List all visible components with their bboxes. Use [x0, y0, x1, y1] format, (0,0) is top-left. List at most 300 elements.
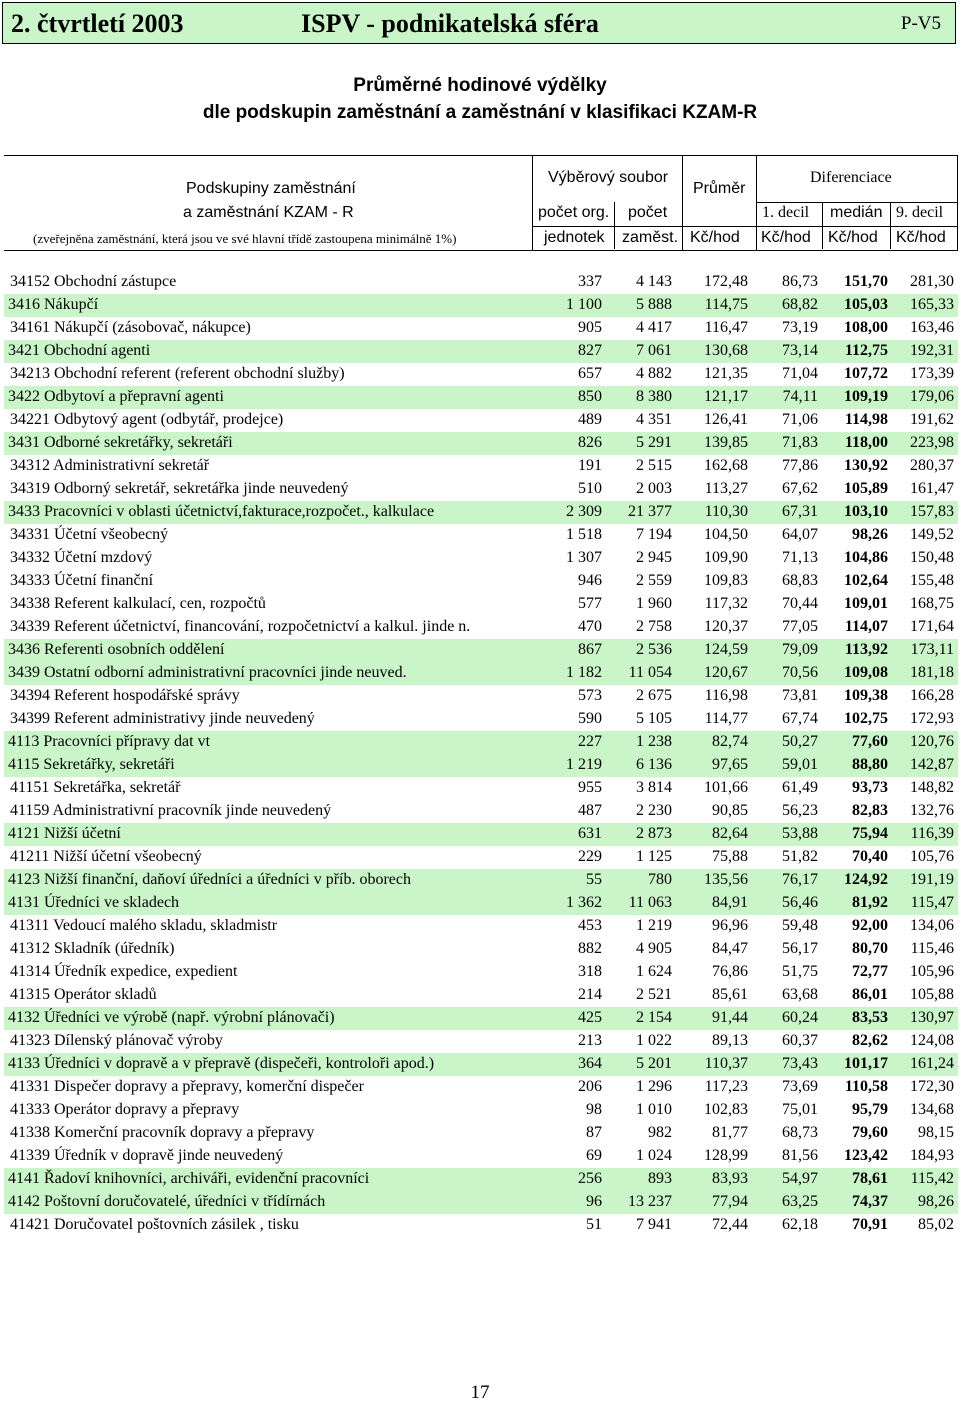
employee-count: 982	[648, 1124, 672, 1141]
table-row	[4, 1007, 958, 1030]
decile1-wage: 59,01	[782, 756, 818, 773]
header-decile9-unit: Kč/hod	[896, 229, 946, 246]
decile9-wage: 161,24	[910, 1055, 954, 1072]
decile1-wage: 81,56	[782, 1147, 818, 1164]
median-wage: 95,79	[852, 1101, 888, 1118]
org-count: 590	[578, 710, 602, 727]
org-count: 453	[578, 917, 602, 934]
decile9-wage: 155,48	[910, 572, 954, 589]
employee-count: 1 296	[636, 1078, 672, 1095]
decile9-wage: 191,62	[910, 411, 954, 428]
decile1-wage: 73,19	[782, 319, 818, 336]
table-row	[4, 570, 958, 593]
decile9-wage: 98,26	[918, 1193, 954, 1210]
org-count: 1 307	[566, 549, 602, 566]
decile1-wage: 73,43	[782, 1055, 818, 1072]
table-row	[4, 478, 958, 501]
decile9-wage: 172,30	[910, 1078, 954, 1095]
decile1-wage: 71,13	[782, 549, 818, 566]
header-mean-unit: Kč/hod	[690, 229, 740, 246]
decile9-wage: 85,02	[918, 1216, 954, 1233]
org-count: 213	[578, 1032, 602, 1049]
decile9-wage: 280,37	[910, 457, 954, 474]
occupation-name: 41323 Dílenský plánovač výroby	[10, 1032, 223, 1049]
decile1-wage: 62,18	[782, 1216, 818, 1233]
decile1-wage: 86,73	[782, 273, 818, 290]
median-wage: 79,60	[852, 1124, 888, 1141]
mean-wage: 81,77	[712, 1124, 748, 1141]
occupation-name: 4115 Sekretářky, sekretáři	[8, 756, 175, 773]
employee-count: 11 063	[628, 894, 672, 911]
table-row	[4, 1053, 958, 1076]
org-count: 214	[578, 986, 602, 1003]
occupation-name: 3422 Odbytoví a přepravní agenti	[8, 388, 224, 405]
employee-count: 13 237	[628, 1193, 672, 1210]
table-row	[4, 662, 958, 685]
employee-count: 7 061	[636, 342, 672, 359]
header-orgs-line1: počet org.	[538, 204, 610, 221]
decile1-wage: 71,04	[782, 365, 818, 382]
org-count: 850	[578, 388, 602, 405]
median-wage: 109,38	[844, 687, 888, 704]
table-row	[4, 317, 958, 340]
occupation-name: 4123 Nižší finanční, daňoví úředníci a úředníci v příb. oborech	[8, 871, 411, 888]
header-rule	[756, 202, 957, 203]
median-wage: 70,40	[852, 848, 888, 865]
employee-count: 2 758	[636, 618, 672, 635]
decile9-wage: 150,48	[910, 549, 954, 566]
mean-wage: 130,68	[704, 342, 748, 359]
mean-wage: 82,64	[712, 825, 748, 842]
employee-count: 5 201	[636, 1055, 672, 1072]
mean-wage: 120,67	[704, 664, 748, 681]
header-median-unit: Kč/hod	[828, 229, 878, 246]
org-count: 905	[578, 319, 602, 336]
decile9-wage: 191,19	[910, 871, 954, 888]
decile1-wage: 68,83	[782, 572, 818, 589]
mean-wage: 97,65	[712, 756, 748, 773]
median-wage: 109,01	[844, 595, 888, 612]
decile1-wage: 77,05	[782, 618, 818, 635]
header-divider	[957, 156, 958, 250]
occupation-name: 4113 Pracovníci přípravy dat vt	[8, 733, 211, 750]
header-rule	[532, 226, 957, 227]
decile9-wage: 171,64	[910, 618, 954, 635]
org-count: 955	[578, 779, 602, 796]
table-row	[4, 731, 958, 754]
table-row	[4, 754, 958, 777]
decile1-wage: 76,17	[782, 871, 818, 888]
decile1-wage: 59,48	[782, 917, 818, 934]
decile1-wage: 51,82	[782, 848, 818, 865]
employee-count: 2 154	[636, 1009, 672, 1026]
employee-count: 4 417	[636, 319, 672, 336]
decile1-wage: 53,88	[782, 825, 818, 842]
median-wage: 112,75	[844, 342, 888, 359]
mean-wage: 120,37	[704, 618, 748, 635]
header-decile9: 9. decil	[896, 204, 944, 221]
employee-count: 2 003	[636, 480, 672, 497]
occupation-name: 34161 Nákupčí (zásobovač, nákupce)	[10, 319, 251, 336]
header-subdivider	[890, 202, 891, 249]
median-wage: 114,07	[844, 618, 888, 635]
median-wage: 98,26	[852, 526, 888, 543]
decile1-wage: 67,74	[782, 710, 818, 727]
employee-count: 2 515	[636, 457, 672, 474]
decile1-wage: 71,06	[782, 411, 818, 428]
org-count: 87	[586, 1124, 602, 1141]
occupation-name: 41421 Doručovatel poštovních zásilek , tisku	[10, 1216, 299, 1233]
mean-wage: 84,91	[712, 894, 748, 911]
decile9-wage: 130,97	[910, 1009, 954, 1026]
decile1-wage: 68,82	[782, 296, 818, 313]
median-wage: 80,70	[852, 940, 888, 957]
decile1-wage: 51,75	[782, 963, 818, 980]
decile9-wage: 142,87	[910, 756, 954, 773]
employee-count: 893	[648, 1170, 672, 1187]
occupation-name: 3421 Obchodní agenti	[8, 342, 151, 359]
employee-count: 7 941	[636, 1216, 672, 1233]
decile9-wage: 173,39	[910, 365, 954, 382]
mean-wage: 102,83	[704, 1101, 748, 1118]
median-wage: 107,72	[844, 365, 888, 382]
median-wage: 103,10	[844, 503, 888, 520]
page-subtitle: dle podskupin zaměstnání a zaměstnání v klasifikaci KZAM-R	[202, 102, 758, 123]
employee-count: 1 022	[636, 1032, 672, 1049]
table-row	[4, 409, 958, 432]
median-wage: 108,00	[844, 319, 888, 336]
employee-count: 2 945	[636, 549, 672, 566]
table-row	[4, 685, 958, 708]
median-wage: 78,61	[852, 1170, 888, 1187]
decile9-wage: 105,96	[910, 963, 954, 980]
table-row	[4, 708, 958, 731]
org-count: 425	[578, 1009, 602, 1026]
page-title: Průměrné hodinové výdělky	[353, 75, 607, 96]
median-wage: 77,60	[852, 733, 888, 750]
employee-count: 5 888	[636, 296, 672, 313]
table-row	[4, 915, 958, 938]
mean-wage: 126,41	[704, 411, 748, 428]
employee-count: 1 624	[636, 963, 672, 980]
decile1-wage: 56,23	[782, 802, 818, 819]
occupation-name: 41311 Vedoucí malého skladu, skladmistr	[10, 917, 278, 934]
decile1-wage: 50,27	[782, 733, 818, 750]
org-count: 827	[578, 342, 602, 359]
median-wage: 83,53	[852, 1009, 888, 1026]
employee-count: 2 559	[636, 572, 672, 589]
occupation-name: 4142 Poštovní doručovatelé, úředníci v třídírnách	[8, 1193, 326, 1210]
decile1-wage: 73,81	[782, 687, 818, 704]
median-wage: 110,58	[844, 1078, 888, 1095]
mean-wage: 82,74	[712, 733, 748, 750]
mean-wage: 117,32	[704, 595, 748, 612]
median-wage: 124,92	[844, 871, 888, 888]
data-table	[4, 271, 958, 1237]
employee-count: 21 377	[628, 503, 672, 520]
table-row	[4, 1076, 958, 1099]
median-wage: 75,94	[852, 825, 888, 842]
org-count: 882	[578, 940, 602, 957]
employee-count: 5 105	[636, 710, 672, 727]
occupation-name: 4131 Úředníci ve skladech	[8, 894, 180, 911]
occupation-name: 4121 Nižší účetní	[8, 825, 121, 842]
median-wage: 82,62	[852, 1032, 888, 1049]
table-row	[4, 846, 958, 869]
occupation-name: 3433 Pracovníci v oblasti účetnictví,fakturace,rozpočet., kalkulace	[8, 503, 435, 520]
header-median: medián	[830, 204, 883, 221]
page-number: 17	[470, 1382, 490, 1403]
mean-wage: 76,86	[712, 963, 748, 980]
decile9-wage: 115,47	[910, 894, 954, 911]
mean-wage: 172,48	[704, 273, 748, 290]
org-count: 96	[586, 1193, 602, 1210]
median-wage: 92,00	[852, 917, 888, 934]
median-wage: 118,00	[844, 434, 888, 451]
decile1-wage: 60,24	[782, 1009, 818, 1026]
mean-wage: 110,30	[704, 503, 748, 520]
occupation-name: 34399 Referent administrativy jinde neuvedený	[10, 710, 315, 727]
decile9-wage: 115,42	[910, 1170, 954, 1187]
decile9-wage: 116,39	[910, 825, 954, 842]
decile1-wage: 71,83	[782, 434, 818, 451]
org-count: 364	[578, 1055, 602, 1072]
median-wage: 104,86	[844, 549, 888, 566]
occupation-name: 41339 Úředník v dopravě jinde neuvedený	[10, 1147, 284, 1164]
header-groups-line1: Podskupiny zaměstnání	[186, 180, 356, 197]
occupation-name: 34221 Odbytový agent (odbytář, prodejce)	[10, 411, 284, 428]
decile9-wage: 281,30	[910, 273, 954, 290]
org-count: 487	[578, 802, 602, 819]
table-row	[4, 386, 958, 409]
decile1-wage: 63,68	[782, 986, 818, 1003]
table-row	[4, 363, 958, 386]
org-count: 98	[586, 1101, 602, 1118]
org-count: 867	[578, 641, 602, 658]
table-row	[4, 938, 958, 961]
table-row	[4, 340, 958, 363]
mean-wage: 124,59	[704, 641, 748, 658]
decile9-wage: 173,11	[910, 641, 954, 658]
occupation-name: 34152 Obchodní zástupce	[10, 273, 177, 290]
quarter-label: 2. čtvrtletí 2003	[11, 9, 184, 38]
employee-count: 4 882	[636, 365, 672, 382]
median-wage: 81,92	[852, 894, 888, 911]
org-count: 573	[578, 687, 602, 704]
org-count: 1 219	[566, 756, 602, 773]
top-banner	[2, 2, 956, 44]
decile1-wage: 67,31	[782, 503, 818, 520]
decile9-wage: 163,46	[910, 319, 954, 336]
mean-wage: 116,47	[704, 319, 748, 336]
employee-count: 5 291	[636, 434, 672, 451]
employee-count: 1 238	[636, 733, 672, 750]
occupation-name: 41159 Administrativní pracovník jinde neuvedený	[10, 802, 332, 819]
occupation-name: 34312 Administrativní sekretář	[10, 457, 210, 474]
occupation-name: 34213 Obchodní referent (referent obchodní služby)	[10, 365, 345, 382]
table-header	[4, 155, 958, 251]
median-wage: 102,64	[844, 572, 888, 589]
median-wage: 109,19	[844, 388, 888, 405]
table-row	[4, 1122, 958, 1145]
median-wage: 105,03	[844, 296, 888, 313]
median-wage: 70,91	[852, 1216, 888, 1233]
decile1-wage: 68,73	[782, 1124, 818, 1141]
table-row	[4, 524, 958, 547]
header-subdivider	[614, 202, 615, 249]
decile1-wage: 70,56	[782, 664, 818, 681]
employee-count: 780	[648, 871, 672, 888]
table-row	[4, 1145, 958, 1168]
occupation-name: 41314 Úředník expedice, expedient	[10, 963, 238, 980]
mean-wage: 139,85	[704, 434, 748, 451]
decile9-wage: 105,88	[910, 986, 954, 1003]
org-count: 1 518	[566, 526, 602, 543]
decile9-wage: 166,28	[910, 687, 954, 704]
median-wage: 74,37	[852, 1193, 888, 1210]
table-row	[4, 1168, 958, 1191]
header-differentiation: Diferenciace	[810, 169, 892, 186]
decile1-wage: 56,17	[782, 940, 818, 957]
org-count: 55	[586, 871, 602, 888]
employee-count: 2 873	[636, 825, 672, 842]
decile1-wage: 60,37	[782, 1032, 818, 1049]
occupation-name: 34332 Účetní mzdový	[10, 549, 153, 566]
median-wage: 88,80	[852, 756, 888, 773]
median-wage: 86,01	[852, 986, 888, 1003]
decile9-wage: 120,76	[910, 733, 954, 750]
mean-wage: 109,83	[704, 572, 748, 589]
table-row	[4, 271, 958, 294]
table-row	[4, 777, 958, 800]
org-count: 1 362	[566, 894, 602, 911]
header-divider	[682, 156, 683, 250]
decile9-wage: 223,98	[910, 434, 954, 451]
occupation-name: 34339 Referent účetnictví, financování, rozpočetnictví a kalkul. jinde n.	[10, 618, 471, 635]
median-wage: 101,17	[844, 1055, 888, 1072]
header-sample: Výběrový soubor	[548, 169, 669, 186]
decile9-wage: 165,33	[910, 296, 954, 313]
mean-wage: 114,75	[704, 296, 748, 313]
occupation-name: 41338 Komerční pracovník dopravy a přepravy	[10, 1124, 315, 1141]
table-row	[4, 800, 958, 823]
org-count: 256	[578, 1170, 602, 1187]
occupation-name: 3416 Nákupčí	[8, 296, 99, 313]
table-row	[4, 1030, 958, 1053]
decile9-wage: 184,93	[910, 1147, 954, 1164]
employee-count: 4 905	[636, 940, 672, 957]
decile1-wage: 56,46	[782, 894, 818, 911]
occupation-name: 41312 Skladník (úředník)	[10, 940, 175, 957]
median-wage: 123,42	[844, 1147, 888, 1164]
mean-wage: 96,96	[712, 917, 748, 934]
table-row	[4, 984, 958, 1007]
decile1-wage: 74,11	[782, 388, 818, 405]
employee-count: 2 675	[636, 687, 672, 704]
decile1-wage: 79,09	[782, 641, 818, 658]
decile9-wage: 98,15	[918, 1124, 954, 1141]
mean-wage: 110,37	[704, 1055, 748, 1072]
mean-wage: 113,27	[704, 480, 748, 497]
employee-count: 1 219	[636, 917, 672, 934]
mean-wage: 91,44	[712, 1009, 748, 1026]
table-row	[4, 1214, 958, 1237]
median-wage: 72,77	[852, 963, 888, 980]
org-count: 946	[578, 572, 602, 589]
mean-wage: 116,98	[704, 687, 748, 704]
org-count: 577	[578, 595, 602, 612]
employee-count: 2 521	[636, 986, 672, 1003]
mean-wage: 117,23	[704, 1078, 748, 1095]
occupation-name: 4133 Úředníci v dopravě a v přepravě (dispečeři, kontroloři apod.)	[8, 1055, 435, 1072]
mean-wage: 101,66	[704, 779, 748, 796]
median-wage: 82,83	[852, 802, 888, 819]
header-groups-note: (zveřejněna zaměstnání, která jsou ve své hlavní třídě zastoupena minimálně 1%)	[33, 231, 457, 246]
employee-count: 1 125	[636, 848, 672, 865]
header-mean: Průměr	[693, 180, 746, 197]
employee-count: 3 814	[636, 779, 672, 796]
table-row	[4, 501, 958, 524]
header-decile1-unit: Kč/hod	[761, 229, 811, 246]
mean-wage: 84,47	[712, 940, 748, 957]
employee-count: 7 194	[636, 526, 672, 543]
org-count: 510	[578, 480, 602, 497]
mean-wage: 109,90	[704, 549, 748, 566]
employee-count: 1 024	[636, 1147, 672, 1164]
employee-count: 4 143	[636, 273, 672, 290]
header-groups-line2: a zaměstnání KZAM - R	[183, 204, 354, 221]
decile1-wage: 73,69	[782, 1078, 818, 1095]
occupation-name: 41333 Operátor dopravy a přepravy	[10, 1101, 240, 1118]
table-row	[4, 639, 958, 662]
employee-count: 2 230	[636, 802, 672, 819]
decile1-wage: 70,44	[782, 595, 818, 612]
decile1-wage: 63,25	[782, 1193, 818, 1210]
employee-count: 1 010	[636, 1101, 672, 1118]
header-decile1: 1. decil	[762, 204, 810, 221]
decile1-wage: 64,07	[782, 526, 818, 543]
occupation-name: 41315 Operátor skladů	[10, 986, 157, 1003]
org-count: 1 100	[566, 296, 602, 313]
mean-wage: 104,50	[704, 526, 748, 543]
org-count: 2 309	[566, 503, 602, 520]
org-count: 337	[578, 273, 602, 290]
median-wage: 105,89	[844, 480, 888, 497]
table-row	[4, 961, 958, 984]
decile9-wage: 148,82	[910, 779, 954, 796]
header-divider	[532, 156, 533, 250]
decile9-wage: 181,18	[910, 664, 954, 681]
mean-wage: 75,88	[712, 848, 748, 865]
decile9-wage: 168,75	[910, 595, 954, 612]
occupation-name: 41151 Sekretářka, sekretář	[10, 779, 181, 796]
decile9-wage: 134,68	[910, 1101, 954, 1118]
mean-wage: 135,56	[704, 871, 748, 888]
median-wage: 151,70	[844, 273, 888, 290]
org-count: 470	[578, 618, 602, 635]
decile1-wage: 61,49	[782, 779, 818, 796]
mean-wage: 90,85	[712, 802, 748, 819]
employee-count: 8 380	[636, 388, 672, 405]
org-count: 229	[578, 848, 602, 865]
decile1-wage: 75,01	[782, 1101, 818, 1118]
mean-wage: 89,13	[712, 1032, 748, 1049]
mean-wage: 85,61	[712, 986, 748, 1003]
header-emp-line1: počet	[628, 204, 668, 221]
table-code: P-V5	[900, 13, 941, 34]
header-divider	[756, 156, 757, 250]
decile9-wage: 172,93	[910, 710, 954, 727]
